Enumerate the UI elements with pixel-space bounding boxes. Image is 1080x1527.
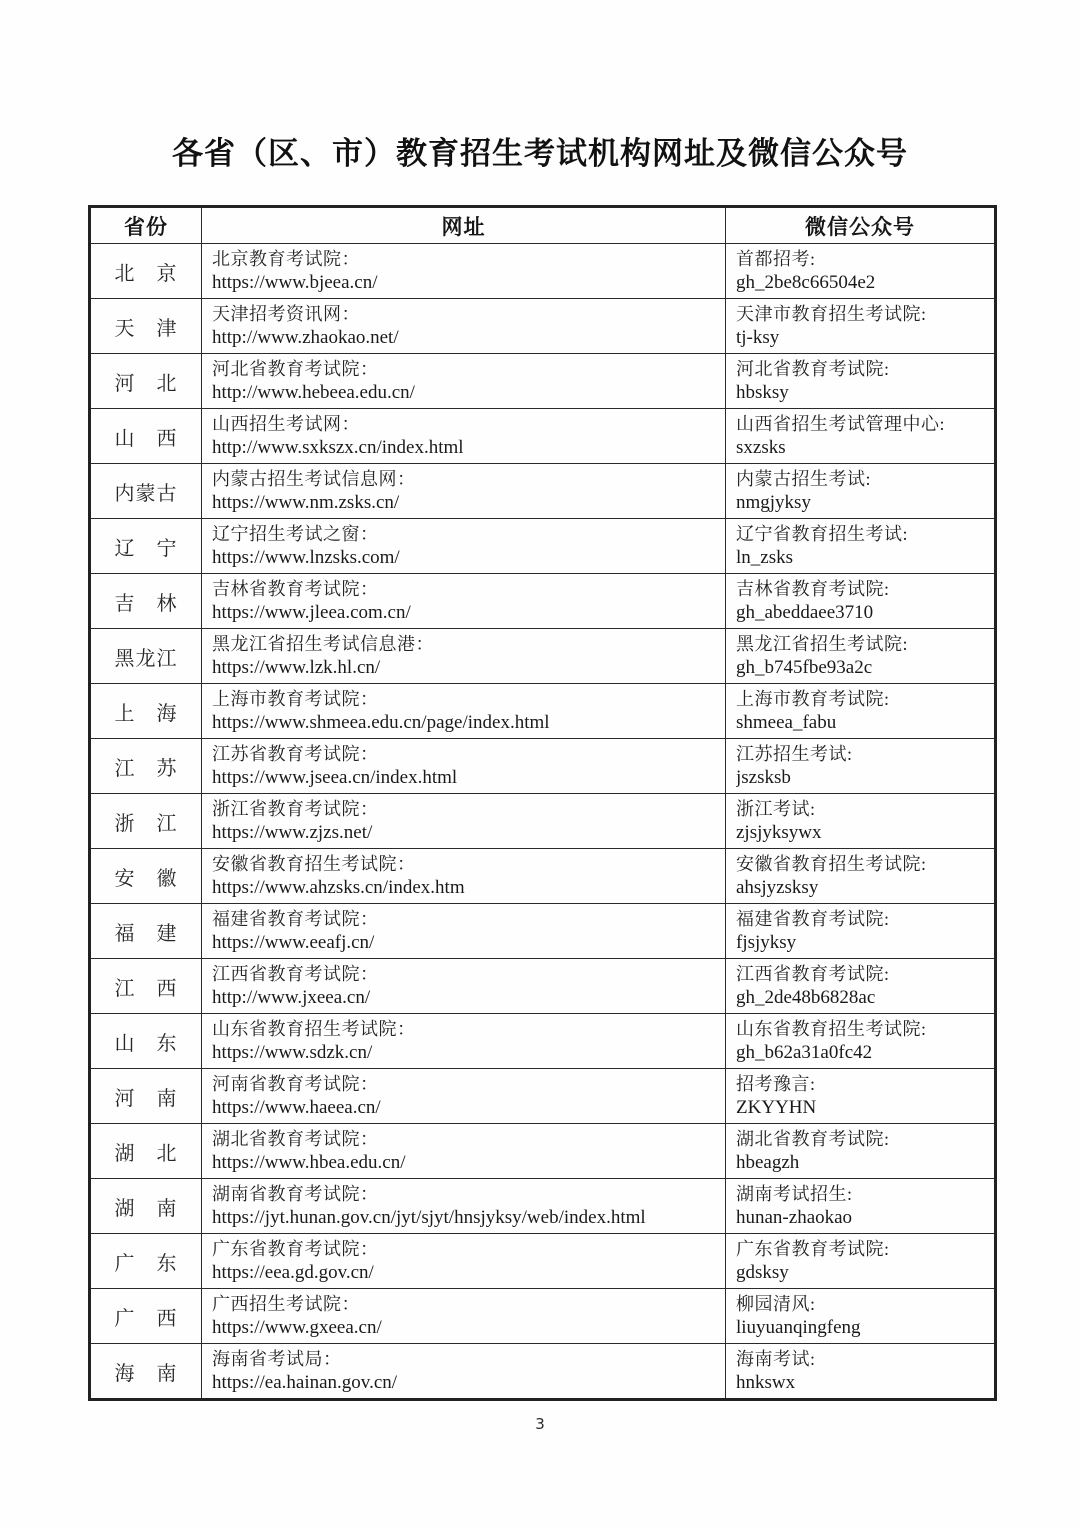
website-name: 江苏省教育考试院：	[212, 744, 379, 764]
page-title: 各省（区、市）教育招生考试机构网址及微信公众号	[172, 136, 908, 171]
website-url: https://ea.hainan.gov.cn/	[212, 1372, 398, 1393]
wechat-name: 广东省教育考试院:	[736, 1239, 890, 1259]
website-cell	[202, 1124, 726, 1179]
province-cell: 河 北	[90, 354, 202, 409]
website-url: https://www.lnzsks.com/	[212, 547, 400, 568]
website-url: http://www.hebeea.edu.cn/	[212, 382, 415, 403]
website-url: https://www.ahzsks.cn/index.htm	[212, 877, 465, 898]
wechat-name: 辽宁省教育招生考试:	[736, 524, 909, 544]
wechat-name: 山西省招生考试管理中心:	[736, 414, 945, 434]
website-url: http://www.sxkszx.cn/index.html	[212, 437, 464, 458]
website-name: 河南省教育考试院：	[212, 1074, 379, 1094]
wechat-name: 江苏招生考试:	[736, 744, 853, 764]
website-cell	[202, 849, 726, 904]
website-name: 黑龙江省招生考试信息港：	[212, 634, 434, 654]
website-url: https://www.eeafj.cn/	[212, 932, 375, 953]
website-url: https://www.jleea.com.cn/	[212, 602, 411, 623]
website-cell	[202, 409, 726, 464]
wechat-name: 浙江考试:	[736, 799, 816, 819]
wechat-id: ln_zsks	[736, 547, 793, 568]
wechat-cell	[726, 409, 996, 464]
website-cell	[202, 1014, 726, 1069]
province-cell: 北 京	[90, 244, 202, 299]
wechat-id: tj-ksy	[736, 327, 780, 348]
table-row	[90, 464, 996, 519]
province-cell: 湖 北	[90, 1124, 202, 1179]
province-cell: 山 西	[90, 409, 202, 464]
province-cell: 广 西	[90, 1289, 202, 1344]
website-url: https://www.lzk.hl.cn/	[212, 657, 381, 678]
website-cell	[202, 1069, 726, 1124]
wechat-id: hbeagzh	[736, 1152, 800, 1173]
wechat-id: zjsjyksywx	[736, 822, 822, 843]
website-cell	[202, 1344, 726, 1400]
wechat-name: 山东省教育招生考试院:	[736, 1019, 927, 1039]
wechat-name: 福建省教育考试院:	[736, 909, 890, 929]
province-cell: 江 西	[90, 959, 202, 1014]
wechat-id: jszsksb	[736, 767, 791, 788]
website-cell	[202, 629, 726, 684]
wechat-cell	[726, 1014, 996, 1069]
wechat-id: ZKYYHN	[736, 1097, 817, 1118]
province-cell: 海 南	[90, 1344, 202, 1400]
website-url: https://www.hbea.edu.cn/	[212, 1152, 406, 1173]
wechat-name: 首都招考:	[736, 249, 816, 269]
table-row	[90, 739, 996, 794]
website-url: https://www.sdzk.cn/	[212, 1042, 373, 1063]
table-row	[90, 629, 996, 684]
website-cell	[202, 1289, 726, 1344]
province-cell: 浙 江	[90, 794, 202, 849]
wechat-name: 天津市教育招生考试院:	[736, 304, 927, 324]
table-container	[88, 205, 994, 1401]
wechat-name: 海南考试:	[736, 1349, 816, 1369]
province-cell: 山 东	[90, 1014, 202, 1069]
province-cell: 天 津	[90, 299, 202, 354]
website-cell	[202, 244, 726, 299]
website-url: http://www.jxeea.cn/	[212, 987, 371, 1008]
wechat-cell	[726, 1289, 996, 1344]
table-row	[90, 684, 996, 739]
table-row	[90, 1014, 996, 1069]
table-header-row	[90, 207, 996, 244]
wechat-name: 河北省教育考试院:	[736, 359, 890, 379]
wechat-id: gh_2de48b6828ac	[736, 987, 876, 1008]
table-row	[90, 794, 996, 849]
table-row	[90, 1124, 996, 1179]
wechat-cell	[726, 464, 996, 519]
website-cell	[202, 794, 726, 849]
website-name: 山东省教育招生考试院：	[212, 1019, 416, 1039]
website-url: https://www.jseea.cn/index.html	[212, 767, 458, 788]
col-header-website: 网址	[202, 207, 726, 244]
website-url: https://www.shmeea.edu.cn/page/index.html	[212, 712, 550, 733]
wechat-name: 柳园清风:	[736, 1294, 816, 1314]
wechat-id: ahsjyzsksy	[736, 877, 819, 898]
province-cell: 内蒙古	[90, 464, 202, 519]
website-name: 内蒙古招生考试信息网：	[212, 469, 416, 489]
wechat-cell	[726, 1234, 996, 1289]
website-name: 吉林省教育考试院：	[212, 579, 379, 599]
table-row	[90, 244, 996, 299]
website-name: 广西招生考试院：	[212, 1294, 360, 1314]
website-name: 安徽省教育招生考试院：	[212, 854, 416, 874]
website-cell	[202, 464, 726, 519]
table-row	[90, 1344, 996, 1400]
wechat-id: nmgjyksy	[736, 492, 811, 513]
wechat-name: 上海市教育考试院:	[736, 689, 890, 709]
province-cell: 辽 宁	[90, 519, 202, 574]
wechat-id: sxzsks	[736, 437, 786, 458]
website-name: 河北省教育考试院：	[212, 359, 379, 379]
wechat-id: hunan-zhaokao	[736, 1207, 853, 1228]
website-url: https://www.zjzs.net/	[212, 822, 373, 843]
province-cell: 安 徽	[90, 849, 202, 904]
wechat-cell	[726, 1179, 996, 1234]
website-name: 福建省教育考试院：	[212, 909, 379, 929]
wechat-name: 招考豫言:	[736, 1074, 816, 1094]
table-body	[90, 244, 996, 1400]
wechat-cell	[726, 574, 996, 629]
wechat-id: hbsksy	[736, 382, 789, 403]
wechat-id: gdsksy	[736, 1262, 789, 1283]
table-row	[90, 354, 996, 409]
province-cell: 广 东	[90, 1234, 202, 1289]
province-cell: 吉 林	[90, 574, 202, 629]
website-url: https://www.nm.zsks.cn/	[212, 492, 400, 513]
website-name: 山西招生考试网：	[212, 414, 360, 434]
col-header-province: 省份	[90, 207, 202, 244]
website-cell	[202, 354, 726, 409]
wechat-cell	[726, 519, 996, 574]
wechat-id: shmeea_fabu	[736, 712, 837, 733]
website-name: 江西省教育考试院：	[212, 964, 379, 984]
province-cell: 湖 南	[90, 1179, 202, 1234]
website-cell	[202, 574, 726, 629]
wechat-id: hnkswx	[736, 1372, 796, 1393]
wechat-cell	[726, 354, 996, 409]
website-url: https://www.bjeea.cn/	[212, 272, 378, 293]
website-url: https://eea.gd.gov.cn/	[212, 1262, 374, 1283]
website-cell	[202, 739, 726, 794]
province-cell: 江 苏	[90, 739, 202, 794]
website-url: http://www.zhaokao.net/	[212, 327, 399, 348]
table-row	[90, 904, 996, 959]
wechat-cell	[726, 684, 996, 739]
wechat-id: fjsjyksy	[736, 932, 797, 953]
wechat-cell	[726, 629, 996, 684]
table-row	[90, 1289, 996, 1344]
website-url: https://jyt.hunan.gov.cn/jyt/sjyt/hnsjyksy/web/index.html	[212, 1207, 646, 1228]
wechat-cell	[726, 959, 996, 1014]
website-cell	[202, 1179, 726, 1234]
wechat-name: 黑龙江省招生考试院:	[736, 634, 909, 654]
website-cell	[202, 519, 726, 574]
website-cell	[202, 904, 726, 959]
table-row	[90, 959, 996, 1014]
website-cell	[202, 1234, 726, 1289]
wechat-name: 湖北省教育考试院:	[736, 1129, 890, 1149]
table-row	[90, 1069, 996, 1124]
province-cell: 福 建	[90, 904, 202, 959]
table-row	[90, 849, 996, 904]
website-name: 湖北省教育考试院：	[212, 1129, 379, 1149]
province-cell: 河 南	[90, 1069, 202, 1124]
wechat-name: 江西省教育考试院:	[736, 964, 890, 984]
wechat-cell	[726, 794, 996, 849]
wechat-name: 吉林省教育考试院:	[736, 579, 890, 599]
website-name: 海南省考试局：	[212, 1349, 342, 1369]
wechat-cell	[726, 904, 996, 959]
wechat-name: 安徽省教育招生考试院:	[736, 854, 927, 874]
page-number: 3	[535, 1415, 545, 1433]
wechat-cell	[726, 739, 996, 794]
website-name: 天津招考资讯网：	[212, 304, 360, 324]
website-name: 上海市教育考试院：	[212, 689, 379, 709]
wechat-cell	[726, 244, 996, 299]
wechat-id: liuyuanqingfeng	[736, 1317, 861, 1338]
table-row	[90, 299, 996, 354]
website-name: 湖南省教育考试院：	[212, 1184, 379, 1204]
province-cell: 上 海	[90, 684, 202, 739]
wechat-name: 湖南考试招生:	[736, 1184, 853, 1204]
website-cell	[202, 684, 726, 739]
table-row	[90, 519, 996, 574]
website-name: 浙江省教育考试院：	[212, 799, 379, 819]
website-name: 辽宁招生考试之窗：	[212, 524, 379, 544]
website-name: 广东省教育考试院：	[212, 1239, 379, 1259]
wechat-id: gh_2be8c66504e2	[736, 272, 876, 293]
province-cell: 黑龙江	[90, 629, 202, 684]
province-table	[88, 205, 997, 1401]
wechat-name: 内蒙古招生考试:	[736, 469, 872, 489]
wechat-cell	[726, 1344, 996, 1400]
wechat-cell	[726, 299, 996, 354]
table-row	[90, 574, 996, 629]
table-row	[90, 1179, 996, 1234]
website-cell	[202, 959, 726, 1014]
wechat-id: gh_b62a31a0fc42	[736, 1042, 873, 1063]
website-url: https://www.gxeea.cn/	[212, 1317, 382, 1338]
website-name: 北京教育考试院：	[212, 249, 360, 269]
wechat-cell	[726, 1069, 996, 1124]
wechat-id: gh_abeddaee3710	[736, 602, 874, 623]
website-cell	[202, 299, 726, 354]
table-row	[90, 1234, 996, 1289]
wechat-id: gh_b745fbe93a2c	[736, 657, 873, 678]
wechat-cell	[726, 849, 996, 904]
col-header-wechat: 微信公众号	[726, 207, 996, 244]
website-url: https://www.haeea.cn/	[212, 1097, 381, 1118]
table-row	[90, 409, 996, 464]
wechat-cell	[726, 1124, 996, 1179]
